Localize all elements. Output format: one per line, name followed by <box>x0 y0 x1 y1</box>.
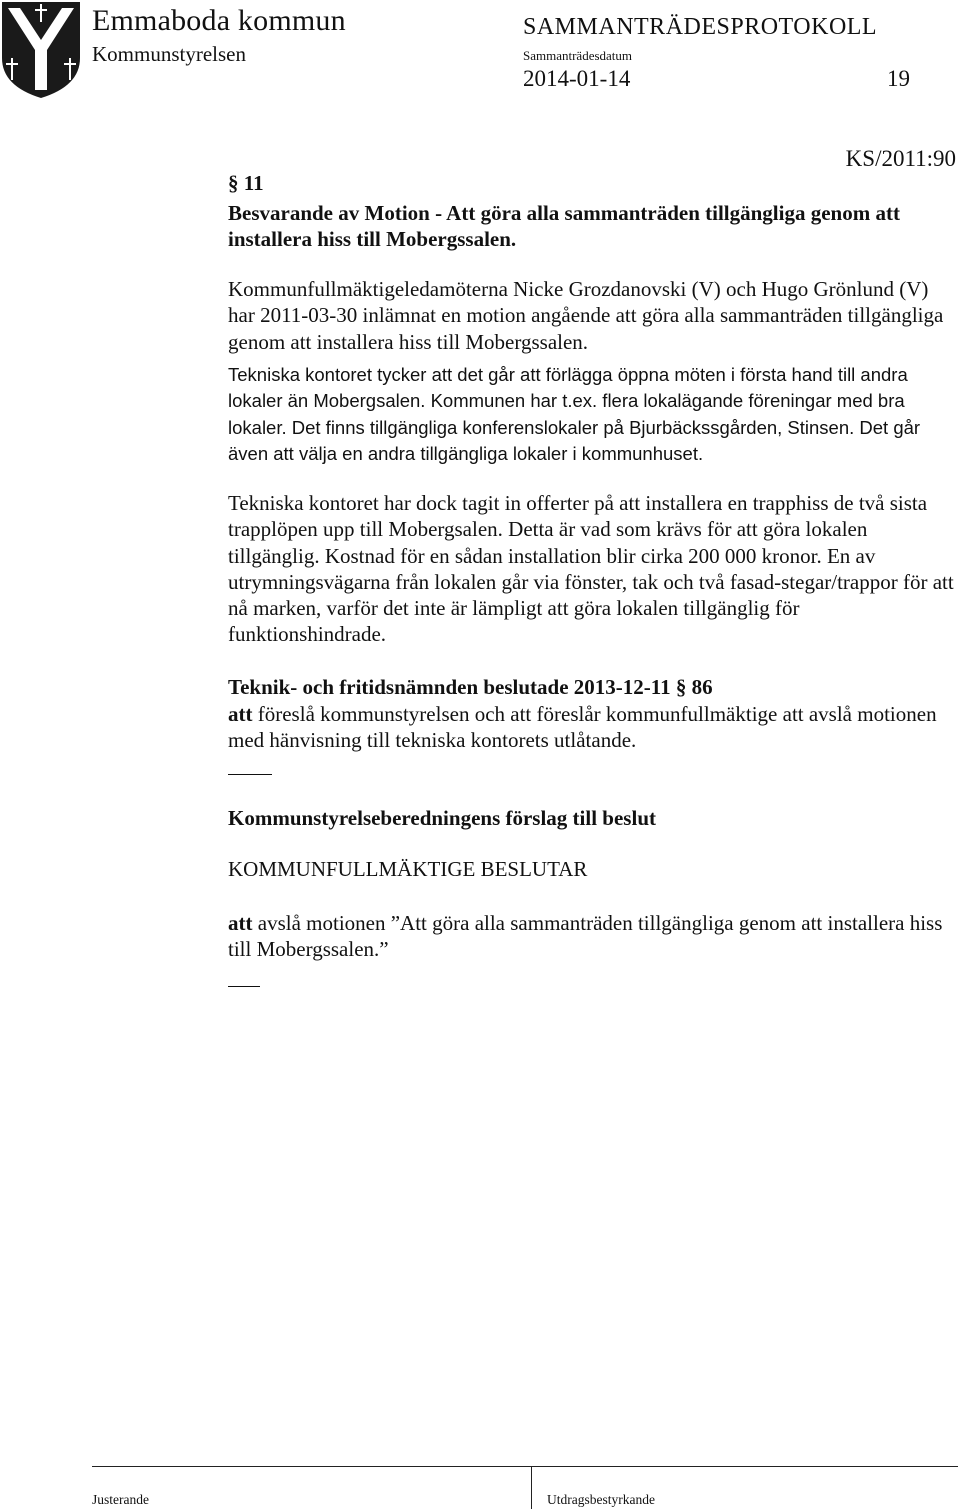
footer-divider <box>531 1466 532 1509</box>
meeting-date: 2014-01-14 <box>523 66 631 91</box>
att-keyword: att <box>228 702 253 726</box>
extract-certification-label: Utdragsbestyrkande <box>547 1492 655 1507</box>
offers-paragraph: Tekniska kontoret har dock tagit in offerter på att installera en trapphiss de två sista trapplöpen upp till Mobergsalen. Detta är vad som krävs för att göra lokalen tillgänglig. Kostnad för en sådan installation blir cirka 200 000 kronor. En av utrymningsvägarna från lokalen går via fönster, tak och två fasad-stegar/trappor för att nå marken, varför det inte är lämpligt att göra lokalen tillgänglig för funktionshindrade. <box>228 491 954 647</box>
committee-decision-body: föreslå kommunstyrelsen och att föreslår kommunfullmäktige att avslå motionen med hänvisning till tekniska kontorets utlåtande. <box>228 702 937 753</box>
proposal-text <box>228 910 948 963</box>
adjuster-label: Justerande <box>92 1492 149 1507</box>
footer-rule <box>92 1466 958 1467</box>
council-resolves-label: KOMMUNFULLMÄKTIGE BESLUTAR <box>228 857 588 881</box>
case-reference: KS/2011:90 <box>845 146 956 171</box>
municipality-name: Emmaboda kommun <box>92 4 346 37</box>
document-type: SAMMANTRÄDESPROTOKOLL <box>523 14 878 40</box>
divider <box>228 986 260 987</box>
board-name: Kommunstyrelsen <box>92 42 246 66</box>
technical-office-opinion: Tekniska kontoret tycker att det går att förlägga öppna möten i första hand till andra lokaler än Mobergsalen. Kommunen har t.ex. flera lokalägande föreningar med bra lokaler. Det finns tillgängliga konferenslokaler på Bjurbäckssgården, Stinsen. Det går även att välja en andra tillgängliga lokaler i kommunhuset. <box>228 364 921 464</box>
section-number: § 11 <box>228 171 264 195</box>
att-keyword: att <box>228 911 253 935</box>
page-number: 19 <box>887 66 910 91</box>
committee-decision-text <box>228 701 948 754</box>
municipality-coat-of-arms <box>0 0 82 100</box>
intro-paragraph: Kommunfullmäktigeledamöterna Nicke Grozdanovski (V) och Hugo Grönlund (V) har 2011-03-30 inlämnat en motion angående att göra alla sammanträden tillgängliga genom att installera hiss till Mobergssalen. <box>228 277 944 354</box>
meeting-date-label: Sammanträdesdatum <box>523 48 633 63</box>
case-title: Besvarande av Motion - Att göra alla sammanträden tillgängliga genom att installera hiss till Mobergssalen. <box>228 201 900 251</box>
divider <box>228 774 272 775</box>
proposal-heading: Kommunstyrelseberedningens förslag till beslut <box>228 806 656 830</box>
committee-decision-heading: Teknik- och fritidsnämnden beslutade 2013-12-11 § 86 <box>228 675 713 699</box>
proposal-body: avslå motionen ”Att göra alla sammanträden tillgängliga genom att installera hiss till Mobergssalen.” <box>228 911 943 962</box>
